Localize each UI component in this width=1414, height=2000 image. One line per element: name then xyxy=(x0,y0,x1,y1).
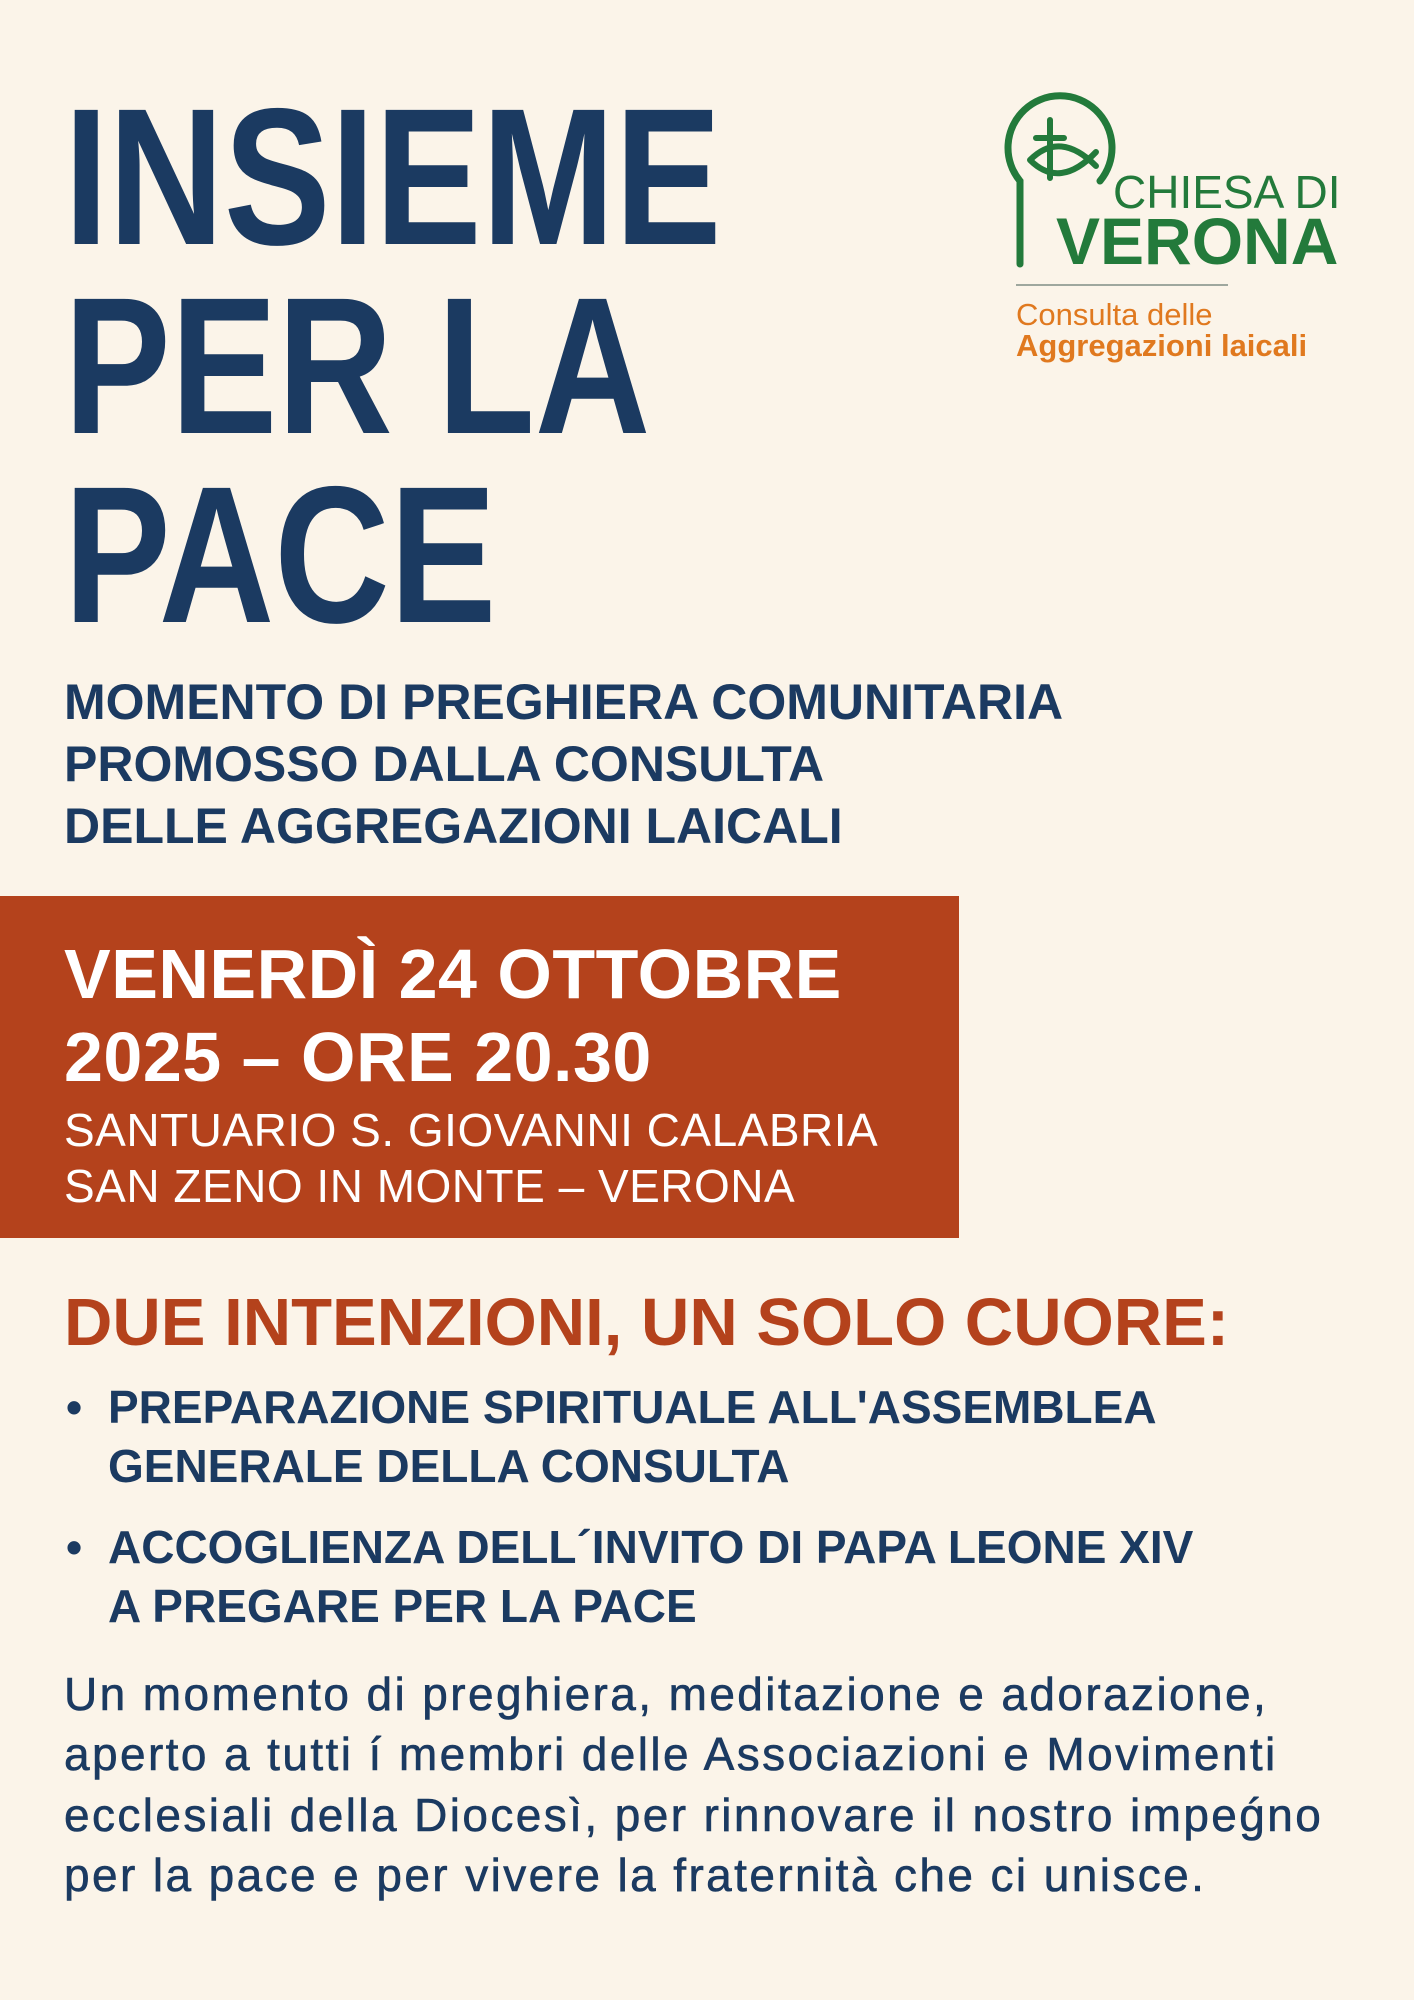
description-line-2: aperto a tutti í membri delle Associazioni e Movimenti xyxy=(64,1728,1278,1780)
intention-2-line-1: ACCOGLIENZA DELL´INVITO DI PAPA LEONE XIV xyxy=(108,1521,1194,1573)
description-line-3: ecclesiali della Diocesì, per rinnovare il nostro impeǵno xyxy=(64,1789,1324,1841)
intentions-heading: DUE INTENZIONI, UN SOLO CUORE: xyxy=(64,1285,1230,1360)
event-date: VENERDÌ 24 OTTOBRE xyxy=(64,935,842,1013)
intention-1-line-1: PREPARAZIONE SPIRITUALE ALL'ASSEMBLEA xyxy=(108,1381,1157,1433)
title-line-3: PACE xyxy=(64,446,497,664)
bullet-icon: • xyxy=(66,1381,83,1433)
logo-consulta-delle: Consulta delle xyxy=(1016,297,1213,332)
event-year-time: 2025 – ORE 20.30 xyxy=(64,1018,652,1096)
ichthys-fish xyxy=(1030,146,1096,173)
intention-2-line-2: A PREGARE PER LA PACE xyxy=(108,1580,697,1632)
intention-1-line-2: GENERALE DELLA CONSULTA xyxy=(108,1440,790,1492)
description-line-1: Un momento di preghiera, meditazione e adorazione, xyxy=(64,1668,1269,1720)
subtitle-line-3: DELLE AGGREGAZIONI LAICALI xyxy=(64,798,843,854)
subtitle-line-1: MOMENTO DI PREGHIERA COMUNITARIA xyxy=(64,674,1064,730)
logo-chiesa-di: CHIESA DI xyxy=(1113,166,1341,218)
subtitle-line-2: PROMOSSO DALLA CONSULTA xyxy=(64,736,825,792)
logo-divider xyxy=(1016,284,1228,286)
event-location: SAN ZENO IN MONTE – VERONA xyxy=(64,1160,796,1212)
event-venue: SANTUARIO S. GIOVANNI CALABRIA xyxy=(64,1104,879,1156)
title-line-1: INSIEME xyxy=(64,68,722,286)
logo-verona: VERONA xyxy=(1056,204,1339,278)
bullet-icon: • xyxy=(66,1521,83,1573)
logo-aggregazioni-laicali: Aggregazioni laicali xyxy=(1016,328,1308,363)
description-line-4: per la pace e per vivere la fraternità che ci unisce. xyxy=(64,1849,1207,1901)
title-line-2: PER LA xyxy=(64,257,651,475)
